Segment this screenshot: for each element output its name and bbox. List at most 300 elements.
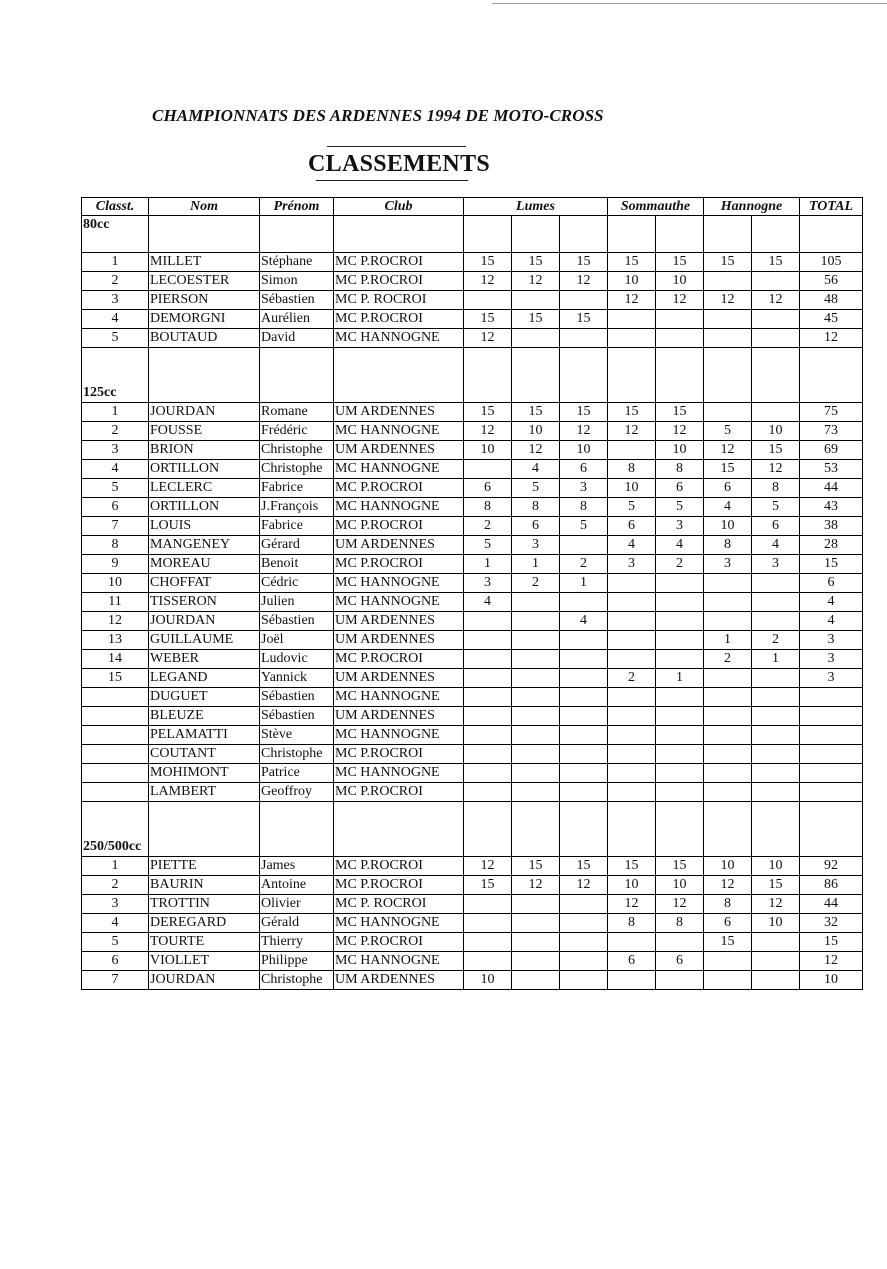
col-header-nom: Nom — [149, 198, 260, 216]
cell-sommauthe-1: 5 — [608, 498, 656, 517]
spacer-cell — [334, 838, 464, 857]
cell-sommauthe-1: 2 — [608, 669, 656, 688]
cell-sommauthe-1: 12 — [608, 291, 656, 310]
cell-hannogne-2: 12 — [752, 291, 800, 310]
cell-hannogne-1 — [704, 403, 752, 422]
cell-rank: 7 — [82, 971, 149, 990]
cell-sommauthe-1: 8 — [608, 460, 656, 479]
cell-hannogne-1: 10 — [704, 517, 752, 536]
spacer-cell — [704, 234, 752, 253]
spacer-cell — [512, 820, 560, 838]
cell-sommauthe-2: 8 — [656, 914, 704, 933]
cell-prenom: Sébastien — [260, 688, 334, 707]
spacer-cell — [260, 384, 334, 403]
cell-lumes-2 — [512, 933, 560, 952]
cell-lumes-1 — [464, 612, 512, 631]
cell-nom: MOREAU — [149, 555, 260, 574]
cell-sommauthe-1: 3 — [608, 555, 656, 574]
cell-sommauthe-2 — [656, 971, 704, 990]
table-row — [82, 952, 863, 971]
cell-total: 3 — [800, 650, 863, 669]
cell-club: MC HANNOGNE — [334, 688, 464, 707]
cell-lumes-2 — [512, 783, 560, 802]
spacer-cell — [656, 234, 704, 253]
cell-prenom: Aurélien — [260, 310, 334, 329]
spacer-cell — [260, 802, 334, 821]
spacer-cell — [800, 234, 863, 253]
spacer-cell — [656, 348, 704, 367]
cell-club: MC HANNOGNE — [334, 593, 464, 612]
spacer-cell — [464, 838, 512, 857]
cell-lumes-1 — [464, 764, 512, 783]
cell-hannogne-2 — [752, 688, 800, 707]
cell-sommauthe-2: 6 — [656, 479, 704, 498]
cell-hannogne-2 — [752, 669, 800, 688]
cell-nom: DEREGARD — [149, 914, 260, 933]
cell-club: MC P.ROCROI — [334, 310, 464, 329]
cell-club: MC HANNOGNE — [334, 914, 464, 933]
cell-sommauthe-1 — [608, 612, 656, 631]
cell-lumes-1: 1 — [464, 555, 512, 574]
cell-prenom: Gérard — [260, 536, 334, 555]
spacer-cell — [608, 802, 656, 821]
cell-lumes-3: 8 — [560, 498, 608, 517]
cell-sommauthe-1: 10 — [608, 479, 656, 498]
table-row — [82, 650, 863, 669]
spacer-cell — [512, 384, 560, 403]
cell-nom: BLEUZE — [149, 707, 260, 726]
spacer-cell — [260, 838, 334, 857]
spacer-cell — [752, 384, 800, 403]
cell-lumes-1: 10 — [464, 971, 512, 990]
cell-total — [800, 707, 863, 726]
cell-hannogne-2: 10 — [752, 857, 800, 876]
cell-sommauthe-2 — [656, 688, 704, 707]
cell-rank: 13 — [82, 631, 149, 650]
cell-club: UM ARDENNES — [334, 631, 464, 650]
cell-lumes-1 — [464, 933, 512, 952]
cell-total: 38 — [800, 517, 863, 536]
cell-club: MC P.ROCROI — [334, 555, 464, 574]
cell-lumes-3 — [560, 895, 608, 914]
cell-prenom: Stéphane — [260, 253, 334, 272]
cell-nom: JOURDAN — [149, 971, 260, 990]
cell-prenom: Frédéric — [260, 422, 334, 441]
cell-hannogne-2 — [752, 933, 800, 952]
cell-nom: JOURDAN — [149, 403, 260, 422]
cell-lumes-2 — [512, 329, 560, 348]
cell-lumes-1 — [464, 669, 512, 688]
spacer-cell — [656, 838, 704, 857]
cell-lumes-2 — [512, 745, 560, 764]
cell-total: 44 — [800, 479, 863, 498]
cell-hannogne-2 — [752, 612, 800, 631]
spacer-cell — [464, 802, 512, 821]
cell-sommauthe-1: 15 — [608, 403, 656, 422]
cell-hannogne-1: 12 — [704, 876, 752, 895]
cell-hannogne-1: 3 — [704, 555, 752, 574]
cell-nom: ORTILLON — [149, 498, 260, 517]
cell-rank: 1 — [82, 857, 149, 876]
cell-lumes-3: 3 — [560, 479, 608, 498]
championship-title: CHAMPIONNATS DES ARDENNES 1994 DE MOTO-CROSS — [152, 106, 604, 125]
cell-total: 12 — [800, 952, 863, 971]
cell-lumes-3 — [560, 688, 608, 707]
cell-lumes-3 — [560, 933, 608, 952]
cell-rank: 11 — [82, 593, 149, 612]
spacer-cell — [608, 216, 656, 235]
spacer-cell — [560, 802, 608, 821]
cell-lumes-1 — [464, 688, 512, 707]
cell-lumes-3 — [560, 745, 608, 764]
col-header-sommauthe: Sommauthe — [608, 198, 704, 216]
title-rule-bottom — [316, 180, 468, 181]
cell-total: 44 — [800, 895, 863, 914]
cell-lumes-3: 2 — [560, 555, 608, 574]
cell-lumes-2 — [512, 688, 560, 707]
cell-rank — [82, 707, 149, 726]
cell-lumes-1: 6 — [464, 479, 512, 498]
cell-hannogne-1 — [704, 272, 752, 291]
cell-hannogne-2 — [752, 403, 800, 422]
table-row — [82, 536, 863, 555]
cell-nom: TROTTIN — [149, 895, 260, 914]
cell-sommauthe-1 — [608, 933, 656, 952]
spacer-cell — [608, 366, 656, 384]
cell-club: UM ARDENNES — [334, 441, 464, 460]
spacer-cell — [82, 366, 149, 384]
cell-lumes-2: 15 — [512, 310, 560, 329]
table-row — [82, 783, 863, 802]
cell-lumes-1: 15 — [464, 403, 512, 422]
spacer-cell — [608, 838, 656, 857]
cell-club: MC P.ROCROI — [334, 650, 464, 669]
spacer-cell — [704, 384, 752, 403]
spacer-cell — [464, 216, 512, 235]
cell-prenom: Julien — [260, 593, 334, 612]
cell-hannogne-2: 3 — [752, 555, 800, 574]
cell-sommauthe-2: 15 — [656, 253, 704, 272]
cell-lumes-3: 15 — [560, 403, 608, 422]
spacer-cell — [800, 366, 863, 384]
cell-prenom: Christophe — [260, 441, 334, 460]
cell-hannogne-1: 10 — [704, 857, 752, 876]
cell-rank: 5 — [82, 479, 149, 498]
category-row — [82, 838, 863, 857]
table-row — [82, 555, 863, 574]
cell-prenom: Christophe — [260, 745, 334, 764]
cell-lumes-1: 15 — [464, 253, 512, 272]
cell-lumes-3: 15 — [560, 857, 608, 876]
col-header-total: TOTAL — [800, 198, 863, 216]
cell-total — [800, 783, 863, 802]
cell-hannogne-1 — [704, 783, 752, 802]
cell-total: 6 — [800, 574, 863, 593]
spacer-cell — [334, 234, 464, 253]
spacer-cell — [82, 802, 149, 821]
cell-lumes-3 — [560, 631, 608, 650]
spacer-cell — [464, 234, 512, 253]
cell-hannogne-1 — [704, 688, 752, 707]
cell-hannogne-1: 6 — [704, 479, 752, 498]
spacer-cell — [512, 802, 560, 821]
spacer-cell — [560, 384, 608, 403]
spacer-row — [82, 234, 863, 253]
cell-sommauthe-2 — [656, 574, 704, 593]
cell-rank: 14 — [82, 650, 149, 669]
cell-total: 15 — [800, 933, 863, 952]
cell-hannogne-2: 10 — [752, 422, 800, 441]
cell-rank: 1 — [82, 403, 149, 422]
spacer-row — [82, 820, 863, 838]
spacer-cell — [82, 348, 149, 367]
cell-lumes-2: 12 — [512, 876, 560, 895]
cell-hannogne-1: 15 — [704, 933, 752, 952]
cell-lumes-2 — [512, 707, 560, 726]
spacer-cell — [656, 366, 704, 384]
spacer-cell — [464, 366, 512, 384]
cell-rank: 9 — [82, 555, 149, 574]
cell-lumes-3 — [560, 329, 608, 348]
cell-sommauthe-1 — [608, 631, 656, 650]
cell-hannogne-1 — [704, 669, 752, 688]
spacer-cell — [334, 802, 464, 821]
cell-club: MC P. ROCROI — [334, 895, 464, 914]
spacer-cell — [260, 348, 334, 367]
spacer-row — [82, 802, 863, 821]
spacer-cell — [752, 802, 800, 821]
spacer-cell — [800, 820, 863, 838]
cell-sommauthe-1: 10 — [608, 876, 656, 895]
cell-hannogne-2 — [752, 707, 800, 726]
cell-sommauthe-2: 15 — [656, 857, 704, 876]
cell-rank: 4 — [82, 914, 149, 933]
table-row — [82, 876, 863, 895]
cell-hannogne-1: 12 — [704, 441, 752, 460]
spacer-cell — [334, 366, 464, 384]
spacer-cell — [560, 366, 608, 384]
cell-lumes-1: 10 — [464, 441, 512, 460]
table-row — [82, 329, 863, 348]
spacer-cell — [260, 234, 334, 253]
cell-sommauthe-2 — [656, 310, 704, 329]
cell-club: MC P.ROCROI — [334, 783, 464, 802]
cell-sommauthe-1: 12 — [608, 895, 656, 914]
cell-rank: 2 — [82, 422, 149, 441]
cell-lumes-2 — [512, 631, 560, 650]
col-header-prenom: Prénom — [260, 198, 334, 216]
cell-lumes-3: 15 — [560, 253, 608, 272]
cell-hannogne-1 — [704, 612, 752, 631]
table-row — [82, 631, 863, 650]
cell-lumes-1 — [464, 952, 512, 971]
cell-nom: VIOLLET — [149, 952, 260, 971]
spacer-cell — [260, 216, 334, 235]
cell-club: MC P.ROCROI — [334, 876, 464, 895]
cell-lumes-2 — [512, 669, 560, 688]
spacer-cell — [752, 820, 800, 838]
cell-club: UM ARDENNES — [334, 612, 464, 631]
cell-hannogne-1: 5 — [704, 422, 752, 441]
cell-sommauthe-2 — [656, 650, 704, 669]
table-row — [82, 612, 863, 631]
cell-rank: 3 — [82, 895, 149, 914]
cell-sommauthe-2: 12 — [656, 422, 704, 441]
cell-prenom: David — [260, 329, 334, 348]
title-rule-top — [327, 146, 466, 147]
spacer-cell — [560, 234, 608, 253]
table-row — [82, 310, 863, 329]
cell-lumes-2: 2 — [512, 574, 560, 593]
spacer-cell — [560, 216, 608, 235]
cell-club: UM ARDENNES — [334, 971, 464, 990]
cell-hannogne-2: 8 — [752, 479, 800, 498]
cell-lumes-1 — [464, 895, 512, 914]
cell-lumes-1: 12 — [464, 272, 512, 291]
col-header-classt: Classt. — [82, 198, 149, 216]
cell-prenom: Cédric — [260, 574, 334, 593]
cell-rank: 6 — [82, 498, 149, 517]
table-row — [82, 933, 863, 952]
cell-club: MC HANNOGNE — [334, 574, 464, 593]
spacer-cell — [334, 216, 464, 235]
cell-hannogne-2 — [752, 952, 800, 971]
cell-hannogne-1: 6 — [704, 914, 752, 933]
cell-lumes-3: 4 — [560, 612, 608, 631]
cell-rank: 5 — [82, 933, 149, 952]
cell-sommauthe-2: 12 — [656, 291, 704, 310]
cell-hannogne-1 — [704, 952, 752, 971]
cell-total: 92 — [800, 857, 863, 876]
table-row — [82, 479, 863, 498]
cell-sommauthe-1: 6 — [608, 517, 656, 536]
spacer-cell — [149, 820, 260, 838]
cell-hannogne-1 — [704, 764, 752, 783]
cell-sommauthe-1 — [608, 329, 656, 348]
cell-hannogne-1 — [704, 329, 752, 348]
cell-sommauthe-2 — [656, 783, 704, 802]
cell-total: 105 — [800, 253, 863, 272]
cell-lumes-1 — [464, 914, 512, 933]
cell-rank — [82, 745, 149, 764]
cell-hannogne-2: 1 — [752, 650, 800, 669]
cell-lumes-1: 12 — [464, 857, 512, 876]
spacer-cell — [656, 820, 704, 838]
cell-sommauthe-1 — [608, 688, 656, 707]
spacer-cell — [752, 216, 800, 235]
cell-nom: LOUIS — [149, 517, 260, 536]
table-row — [82, 726, 863, 745]
cell-prenom: Fabrice — [260, 479, 334, 498]
cell-nom: CHOFFAT — [149, 574, 260, 593]
table-row — [82, 669, 863, 688]
cell-lumes-2: 12 — [512, 441, 560, 460]
cell-nom: BAURIN — [149, 876, 260, 895]
table-row — [82, 745, 863, 764]
cell-sommauthe-2: 6 — [656, 952, 704, 971]
cell-lumes-3 — [560, 650, 608, 669]
cell-total: 45 — [800, 310, 863, 329]
cell-hannogne-2: 15 — [752, 876, 800, 895]
cell-lumes-1 — [464, 291, 512, 310]
cell-sommauthe-2: 10 — [656, 441, 704, 460]
cell-rank: 12 — [82, 612, 149, 631]
cell-prenom: Simon — [260, 272, 334, 291]
spacer-cell — [608, 820, 656, 838]
cell-nom: BOUTAUD — [149, 329, 260, 348]
cell-lumes-2: 3 — [512, 536, 560, 555]
cell-sommauthe-1 — [608, 764, 656, 783]
cell-lumes-2 — [512, 726, 560, 745]
spacer-cell — [560, 348, 608, 367]
cell-lumes-1 — [464, 745, 512, 764]
cell-sommauthe-2 — [656, 726, 704, 745]
cell-prenom: Stève — [260, 726, 334, 745]
spacer-cell — [800, 348, 863, 367]
spacer-cell — [656, 216, 704, 235]
cell-club: MC HANNOGNE — [334, 422, 464, 441]
spacer-cell — [560, 820, 608, 838]
cell-hannogne-2 — [752, 783, 800, 802]
spacer-row — [82, 366, 863, 384]
header-row — [82, 198, 863, 216]
cell-total: 48 — [800, 291, 863, 310]
table-row — [82, 971, 863, 990]
cell-prenom: Christophe — [260, 460, 334, 479]
cell-lumes-2: 10 — [512, 422, 560, 441]
table-row — [82, 272, 863, 291]
cell-lumes-1: 5 — [464, 536, 512, 555]
cell-sommauthe-2 — [656, 593, 704, 612]
cell-total — [800, 688, 863, 707]
cell-prenom: Geoffroy — [260, 783, 334, 802]
cell-lumes-3 — [560, 726, 608, 745]
cell-rank: 8 — [82, 536, 149, 555]
cell-prenom: Ludovic — [260, 650, 334, 669]
cell-hannogne-1 — [704, 707, 752, 726]
cell-rank: 3 — [82, 441, 149, 460]
cell-sommauthe-1 — [608, 726, 656, 745]
cell-lumes-3: 12 — [560, 422, 608, 441]
cell-prenom: Romane — [260, 403, 334, 422]
cell-lumes-3 — [560, 914, 608, 933]
spacer-cell — [260, 820, 334, 838]
cell-hannogne-1 — [704, 310, 752, 329]
cell-lumes-1 — [464, 783, 512, 802]
cell-prenom: Sébastien — [260, 612, 334, 631]
cell-prenom: Sébastien — [260, 707, 334, 726]
spacer-cell — [149, 802, 260, 821]
cell-lumes-3 — [560, 707, 608, 726]
cell-total — [800, 726, 863, 745]
cell-lumes-3: 6 — [560, 460, 608, 479]
cell-lumes-2: 6 — [512, 517, 560, 536]
cell-club: MC P.ROCROI — [334, 253, 464, 272]
cell-lumes-3: 12 — [560, 272, 608, 291]
col-header-club: Club — [334, 198, 464, 216]
cell-total: 86 — [800, 876, 863, 895]
spacer-cell — [512, 234, 560, 253]
spacer-cell — [464, 348, 512, 367]
cell-total: 12 — [800, 329, 863, 348]
cell-nom: PIERSON — [149, 291, 260, 310]
cell-club: UM ARDENNES — [334, 707, 464, 726]
table-row — [82, 857, 863, 876]
cell-sommauthe-1 — [608, 745, 656, 764]
cell-lumes-2: 8 — [512, 498, 560, 517]
col-header-hannogne: Hannogne — [704, 198, 800, 216]
table-row — [82, 688, 863, 707]
